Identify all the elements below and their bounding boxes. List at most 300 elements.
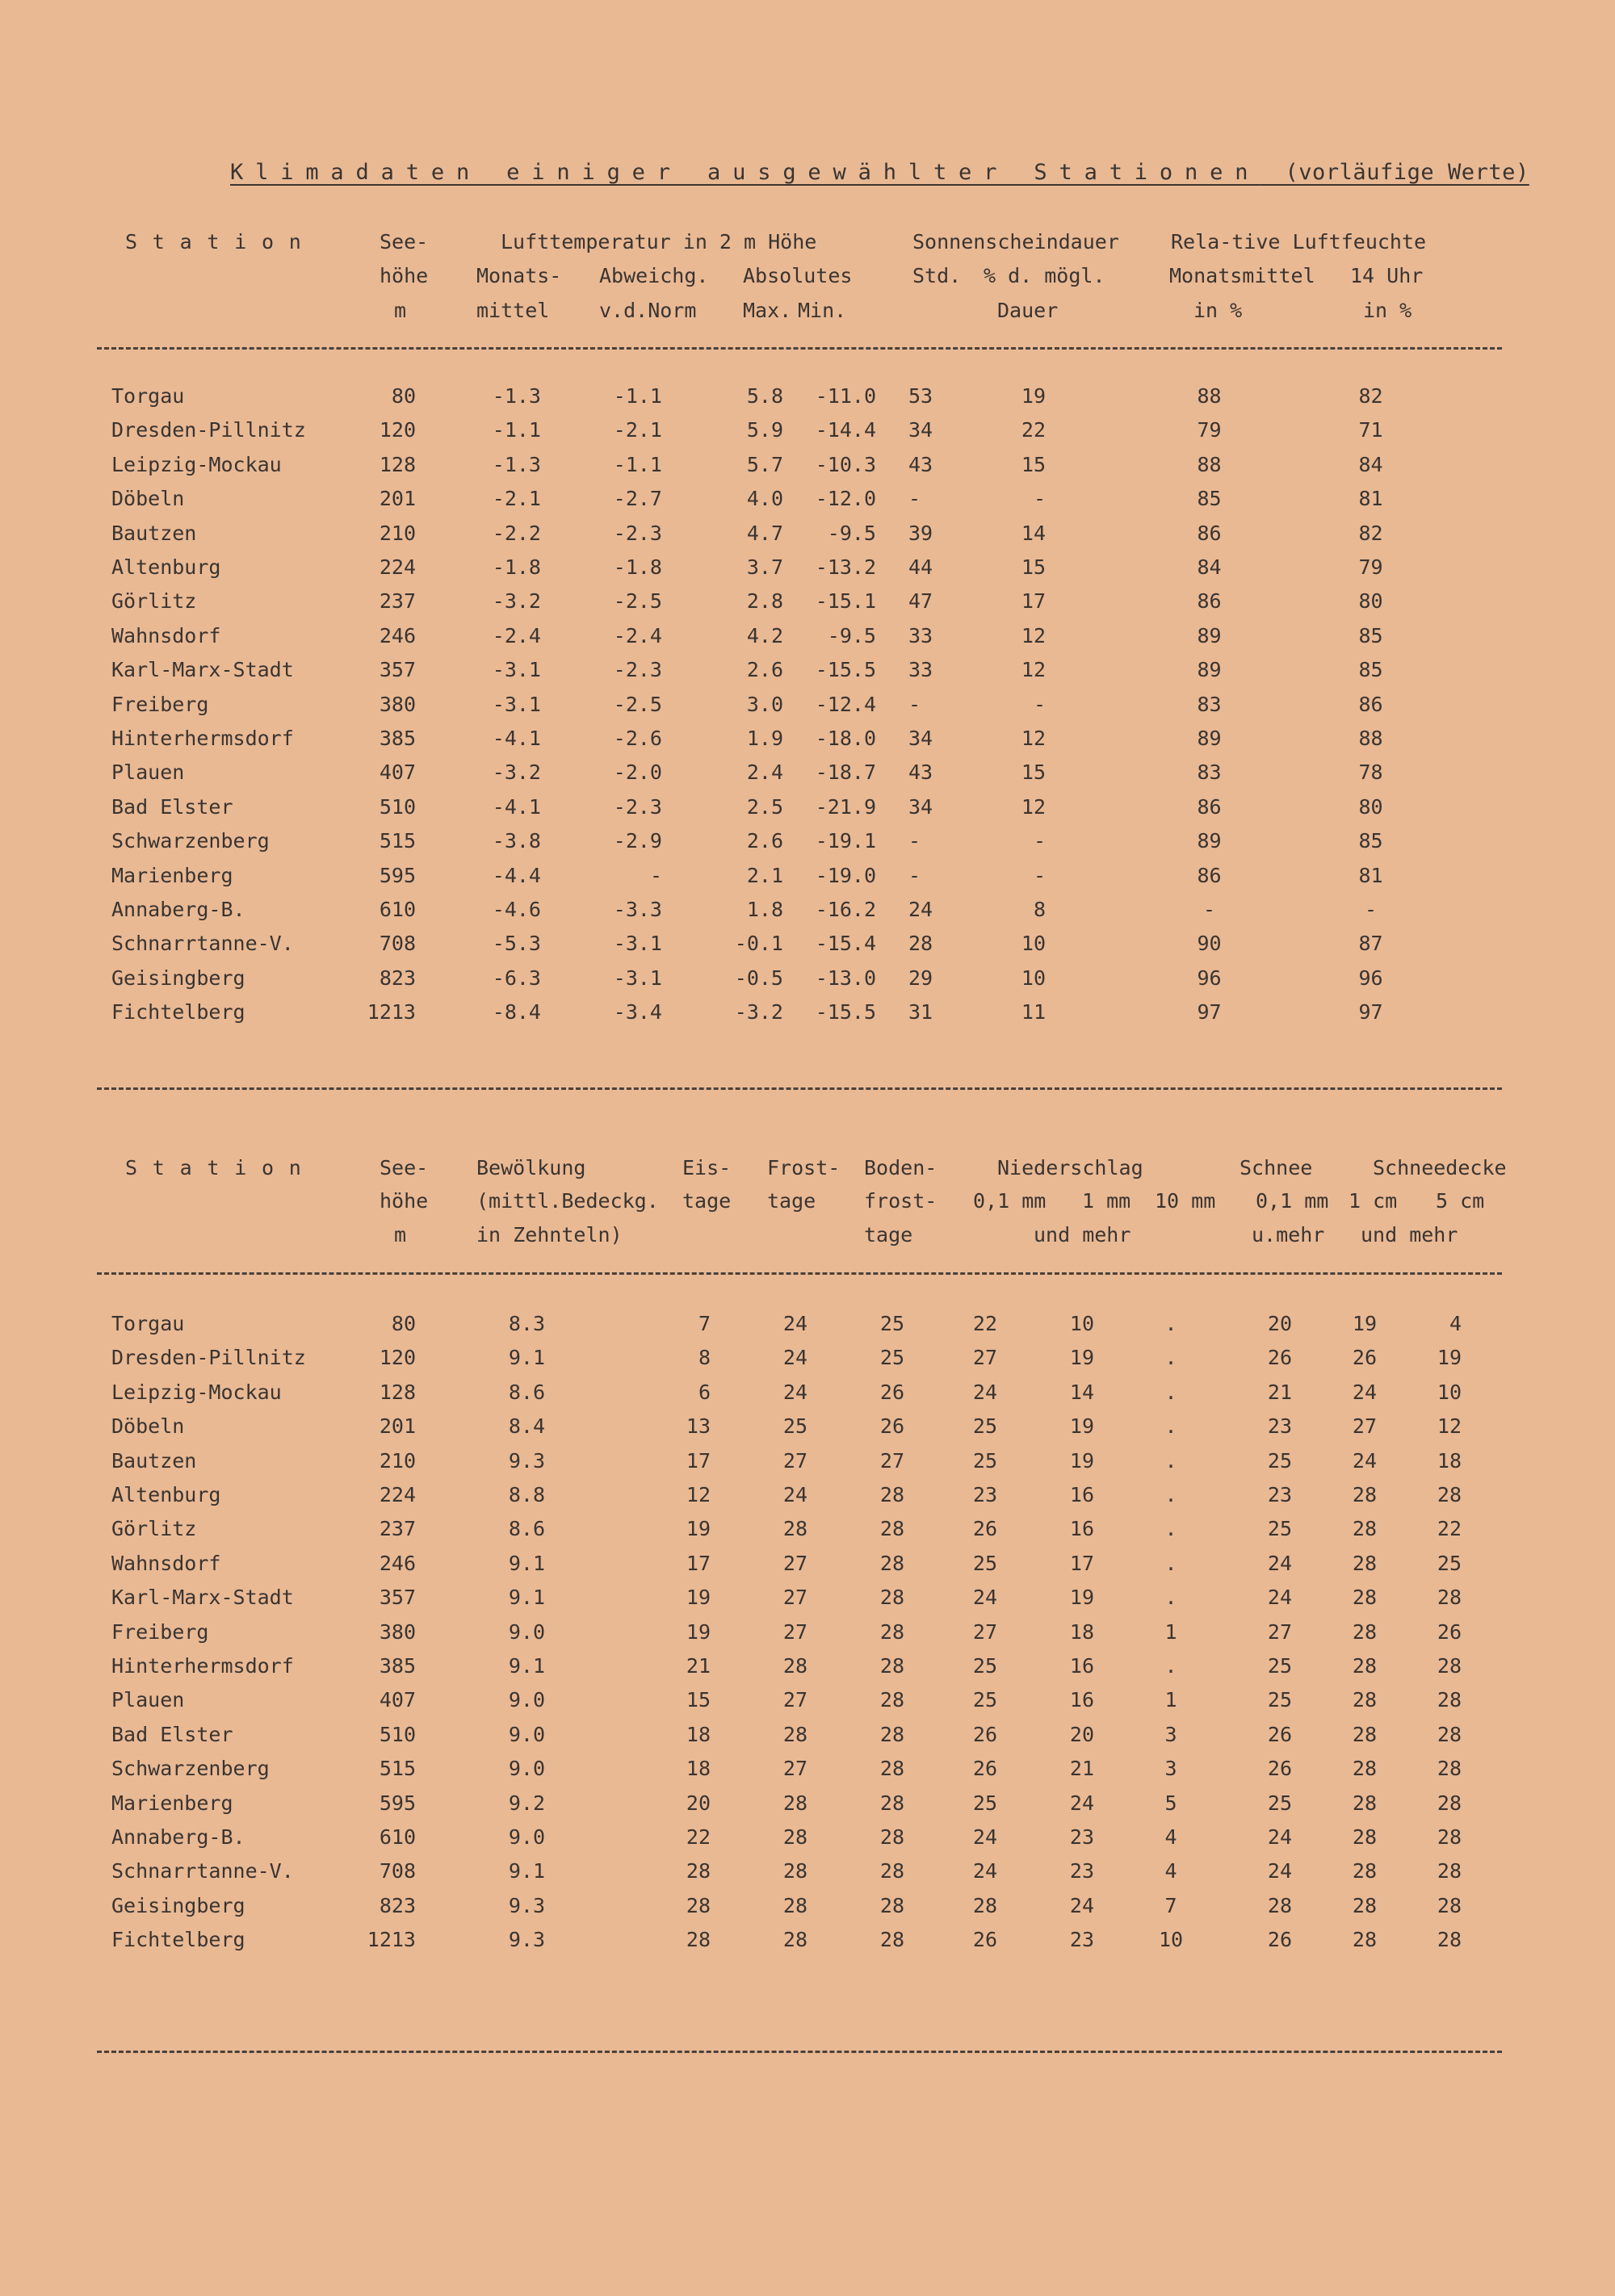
t2-cell-bodenfrost: 27 — [879, 1448, 904, 1473]
t2-cell-schneedecke-1cm: 28 — [1352, 1722, 1377, 1746]
t1-cell-abs-max: 1.9 — [746, 727, 783, 750]
t2-cell-seehoehe: 80 — [391, 1312, 416, 1335]
t2-cell-seehoehe: 357 — [379, 1586, 416, 1610]
t1-cell-sonne-std: 43 — [908, 452, 933, 476]
t1-cell-station-name: Dresden-Pillnitz — [111, 418, 306, 442]
t1-cell-seehoehe: 1213 — [367, 1000, 416, 1024]
t1-cell-abs-min: -15.5 — [815, 658, 876, 682]
t1-cell-monatsmittel: -4.6 — [492, 898, 541, 921]
t2-row — [0, 1753, 1615, 1785]
t2-cell-bewoelkung: 9.1 — [508, 1586, 545, 1610]
t2-cell-station-name: Freiberg — [111, 1619, 209, 1644]
t1-row — [0, 791, 1615, 823]
t2-cell-nied-1mm: 23 — [1069, 1928, 1094, 1952]
t1-cell-abweichung: - — [649, 863, 662, 887]
t2-cell-bodenfrost: 28 — [879, 1928, 904, 1952]
t1-cell-abs-min: -12.0 — [815, 487, 876, 511]
t1-row — [0, 928, 1615, 960]
t2-cell-nied-10mm: . — [1164, 1551, 1177, 1575]
t2-cell-nied-01mm: 27 — [972, 1619, 997, 1644]
t2-cell-nied-1mm: 21 — [1069, 1757, 1094, 1781]
t1-cell-abweichung: -1.1 — [613, 384, 662, 408]
t2-header-mm01: 0,1 mm — [973, 1189, 1047, 1213]
t2-cell-schneedecke-5cm: 25 — [1437, 1551, 1462, 1575]
t1-cell-abs-max: 5.7 — [746, 452, 783, 476]
t1-cell-feuchte-mittel: 89 — [1197, 623, 1222, 647]
t1-cell-sonne-std: 44 — [908, 555, 933, 579]
t2-row — [0, 1582, 1615, 1614]
t2-cell-schnee-01mm: 25 — [1267, 1448, 1292, 1473]
t1-cell-abs-min: -21.9 — [815, 794, 876, 819]
t2-cell-frosttage: 28 — [782, 1517, 808, 1541]
t2-cell-nied-01mm: 24 — [972, 1380, 997, 1404]
t2-cell-eistage: 13 — [686, 1414, 711, 1439]
t2-cell-schneedecke-5cm: 12 — [1437, 1414, 1462, 1439]
t1-cell-feuchte-mittel: 89 — [1197, 727, 1222, 750]
t1-cell-abs-min: -15.4 — [815, 932, 876, 956]
t2-cell-frosttage: 24 — [782, 1312, 808, 1335]
t1-cell-abweichung: -2.3 — [613, 658, 662, 682]
t2-cell-eistage: 18 — [686, 1757, 711, 1781]
t2-row — [0, 1376, 1615, 1409]
t2-cell-frosttage: 27 — [782, 1619, 808, 1644]
t2-cell-frosttage: 28 — [782, 1859, 808, 1883]
t2-cell-nied-10mm: . — [1164, 1346, 1177, 1370]
t1-cell-station-name: Görlitz — [111, 589, 197, 614]
t2-cell-frosttage: 27 — [782, 1586, 808, 1610]
t1-cell-sonne-std: 39 — [908, 521, 933, 545]
t2-cell-schneedecke-1cm: 28 — [1352, 1757, 1377, 1781]
t1-cell-feuchte-14uhr: 80 — [1358, 794, 1383, 819]
t1-cell-sonne-pct: 15 — [1021, 452, 1046, 476]
t1-cell-feuchte-14uhr: 85 — [1358, 658, 1383, 682]
t2-row — [0, 1410, 1615, 1443]
t2-cell-bewoelkung: 9.0 — [508, 1757, 545, 1781]
t1-cell-sonne-std: 34 — [908, 794, 933, 819]
t1-cell-abs-min: -15.5 — [815, 1000, 876, 1024]
t1-row — [0, 689, 1615, 721]
t2-cell-eistage: 8 — [698, 1346, 711, 1370]
t2-cell-frosttage: 27 — [782, 1551, 808, 1575]
t2-row — [0, 1479, 1615, 1511]
t2-header-eistage-2: tage — [682, 1189, 732, 1213]
t1-cell-monatsmittel: -1.1 — [492, 418, 541, 442]
t2-cell-schneedecke-1cm: 28 — [1352, 1517, 1377, 1541]
t2-cell-schnee-01mm: 28 — [1267, 1893, 1292, 1917]
t2-header-und-mehr-n: und mehr — [1034, 1223, 1131, 1246]
t1-cell-feuchte-14uhr: 87 — [1358, 932, 1383, 956]
t1-cell-abs-max: 5.9 — [746, 418, 783, 442]
t1-row — [0, 585, 1615, 618]
t2-cell-station-name: Karl-Marx-Stadt — [111, 1586, 294, 1610]
t2-cell-nied-10mm: 4 — [1164, 1859, 1177, 1883]
divider-line — [97, 1272, 1502, 1275]
t2-header-station: Station — [125, 1156, 317, 1179]
t2-cell-schneedecke-5cm: 18 — [1437, 1448, 1462, 1473]
t2-cell-station-name: Hinterhermsdorf — [111, 1654, 294, 1678]
t1-row — [0, 483, 1615, 515]
t2-header-bewoelkung-3: in Zehnteln) — [476, 1223, 623, 1246]
t2-cell-schneedecke-5cm: 28 — [1437, 1791, 1462, 1815]
t1-cell-sonne-pct: 10 — [1021, 966, 1046, 990]
t1-row — [0, 620, 1615, 652]
t2-row — [0, 1719, 1615, 1751]
t1-cell-feuchte-mittel: 96 — [1197, 966, 1222, 990]
t1-cell-abweichung: -2.5 — [613, 589, 662, 614]
t2-cell-station-name: Dresden-Pillnitz — [111, 1346, 306, 1370]
t2-row — [0, 1650, 1615, 1682]
t2-header-und-mehr-s: und mehr — [1361, 1223, 1458, 1246]
t2-cell-station-name: Altenburg — [111, 1483, 221, 1506]
t1-cell-abs-max: 2.4 — [746, 760, 783, 785]
t2-header-frosttage-2: tage — [767, 1189, 816, 1213]
t1-header-sonnenschein: Sonnenscheindauer — [912, 230, 1119, 253]
t2-header-seehoehe-3: m — [394, 1223, 407, 1246]
t2-cell-schneedecke-5cm: 26 — [1437, 1619, 1462, 1644]
t1-cell-abs-max: 3.0 — [746, 692, 783, 716]
t2-cell-nied-01mm: 25 — [972, 1791, 997, 1815]
t2-cell-schnee-01mm: 24 — [1267, 1825, 1292, 1849]
t2-row — [0, 1924, 1615, 1956]
t2-cell-bodenfrost: 28 — [879, 1722, 904, 1746]
t2-cell-bewoelkung: 8.3 — [508, 1312, 545, 1335]
t1-cell-seehoehe: 515 — [379, 829, 416, 853]
t2-cell-bewoelkung: 8.4 — [508, 1414, 545, 1439]
t1-row — [0, 756, 1615, 789]
t2-cell-bewoelkung: 8.6 — [508, 1517, 545, 1541]
t2-cell-nied-1mm: 16 — [1069, 1483, 1094, 1506]
t2-cell-eistage: 17 — [686, 1448, 711, 1473]
t2-cell-seehoehe: 201 — [379, 1414, 416, 1439]
t1-row — [0, 860, 1615, 892]
t1-cell-monatsmittel: -3.1 — [492, 692, 541, 716]
t2-header-seehoehe-1: See- — [380, 1156, 429, 1179]
t2-cell-bewoelkung: 9.1 — [508, 1654, 545, 1678]
t1-cell-abs-max: -0.1 — [734, 932, 783, 956]
t1-cell-sonne-std: - — [908, 829, 921, 853]
t1-cell-sonne-std: 24 — [908, 898, 933, 921]
t2-cell-bewoelkung: 9.0 — [508, 1619, 545, 1644]
t2-row — [0, 1548, 1615, 1580]
t1-cell-station-name: Annaberg-B. — [111, 898, 245, 921]
t1-cell-feuchte-14uhr: 82 — [1358, 384, 1383, 408]
t1-row — [0, 825, 1615, 857]
t2-cell-eistage: 15 — [686, 1688, 711, 1712]
t2-cell-eistage: 17 — [686, 1551, 711, 1575]
t2-cell-nied-10mm: 3 — [1164, 1757, 1177, 1781]
document-title — [230, 160, 1529, 185]
t1-header-std: Std. — [912, 264, 962, 287]
t2-cell-schneedecke-1cm: 27 — [1352, 1414, 1377, 1439]
t2-cell-schneedecke-5cm: 28 — [1437, 1928, 1462, 1952]
t1-cell-feuchte-mittel: 83 — [1197, 760, 1222, 785]
t2-cell-bewoelkung: 9.3 — [508, 1928, 545, 1952]
t1-cell-abweichung: -2.1 — [613, 418, 662, 442]
t1-cell-monatsmittel: -3.1 — [492, 658, 541, 682]
t2-cell-nied-10mm: . — [1164, 1517, 1177, 1541]
t1-header-station: Station — [125, 230, 317, 253]
t2-cell-frosttage: 28 — [782, 1791, 808, 1815]
t2-header-mm10: 10 mm — [1155, 1189, 1216, 1213]
t2-cell-bodenfrost: 28 — [879, 1586, 904, 1610]
t2-cell-schneedecke-5cm: 22 — [1437, 1517, 1462, 1541]
t1-cell-sonne-pct: 11 — [1021, 1000, 1046, 1024]
t1-cell-feuchte-14uhr: 71 — [1358, 418, 1383, 442]
t1-cell-station-name: Bad Elster — [111, 794, 233, 819]
t2-cell-bodenfrost: 28 — [879, 1859, 904, 1883]
t2-header-cm1: 1 cm — [1349, 1189, 1398, 1213]
t2-cell-bodenfrost: 28 — [879, 1791, 904, 1815]
t2-cell-schnee-01mm: 26 — [1267, 1928, 1292, 1952]
t2-cell-station-name: Wahnsdorf — [111, 1551, 221, 1575]
t2-cell-nied-10mm: . — [1164, 1380, 1177, 1404]
t1-cell-monatsmittel: -4.1 — [492, 794, 541, 819]
t1-cell-abweichung: -2.5 — [613, 692, 662, 716]
t1-cell-seehoehe: 380 — [379, 692, 416, 716]
t1-cell-station-name: Leipzig-Mockau — [111, 452, 282, 476]
t2-cell-eistage: 18 — [686, 1722, 711, 1746]
t2-cell-bewoelkung: 9.0 — [508, 1825, 545, 1849]
t2-cell-bodenfrost: 28 — [879, 1688, 904, 1712]
t2-row — [0, 1890, 1615, 1922]
t2-cell-nied-1mm: 14 — [1069, 1380, 1094, 1404]
t2-header-schneedecke: Schneedecke — [1373, 1156, 1507, 1179]
t2-cell-nied-01mm: 25 — [972, 1551, 997, 1575]
t1-cell-monatsmittel: -1.3 — [492, 452, 541, 476]
t1-cell-feuchte-14uhr: 85 — [1358, 829, 1383, 853]
t2-header-bewoelkung-2: (mittl.Bedeckg. — [476, 1189, 659, 1213]
t2-cell-nied-1mm: 17 — [1069, 1551, 1094, 1575]
t1-cell-abs-min: -14.4 — [815, 418, 876, 442]
t2-cell-frosttage: 28 — [782, 1928, 808, 1952]
t2-cell-schneedecke-5cm: 4 — [1449, 1312, 1462, 1335]
t2-cell-nied-01mm: 23 — [972, 1483, 997, 1506]
t2-cell-station-name: Torgau — [111, 1312, 185, 1335]
t2-row — [0, 1684, 1615, 1716]
t2-cell-bewoelkung: 8.8 — [508, 1483, 545, 1506]
t1-cell-feuchte-mittel: - — [1202, 898, 1216, 921]
t2-cell-bodenfrost: 28 — [879, 1551, 904, 1575]
t2-cell-nied-01mm: 25 — [972, 1654, 997, 1678]
t1-header-monatsmittel-pct-2: in % — [1193, 299, 1243, 322]
t2-cell-nied-1mm: 16 — [1069, 1517, 1094, 1541]
t1-cell-feuchte-mittel: 90 — [1197, 932, 1222, 956]
t2-cell-schneedecke-1cm: 24 — [1352, 1380, 1377, 1404]
t1-cell-sonne-std: 53 — [908, 384, 933, 408]
t2-cell-schneedecke-1cm: 28 — [1352, 1893, 1377, 1917]
t1-cell-station-name: Plauen — [111, 760, 185, 785]
t2-cell-eistage: 6 — [698, 1380, 711, 1404]
t1-cell-sonne-pct: 15 — [1021, 760, 1046, 785]
t2-cell-bodenfrost: 28 — [879, 1654, 904, 1678]
t2-cell-schnee-01mm: 23 — [1267, 1414, 1292, 1439]
t1-cell-sonne-pct: - — [1033, 487, 1046, 511]
t1-cell-feuchte-mittel: 88 — [1197, 384, 1222, 408]
t2-cell-schnee-01mm: 25 — [1267, 1791, 1292, 1815]
t2-cell-nied-10mm: 1 — [1164, 1619, 1177, 1644]
t1-cell-sonne-pct: 10 — [1021, 932, 1046, 956]
t2-cell-bodenfrost: 28 — [879, 1893, 904, 1917]
t1-cell-station-name: Geisingberg — [111, 966, 245, 990]
t2-cell-bewoelkung: 9.3 — [508, 1448, 545, 1473]
t2-cell-schnee-01mm: 26 — [1267, 1757, 1292, 1781]
t2-cell-nied-1mm: 18 — [1069, 1619, 1094, 1644]
t1-cell-seehoehe: 385 — [379, 727, 416, 750]
t2-cell-station-name: Leipzig-Mockau — [111, 1380, 282, 1404]
t1-cell-feuchte-mittel: 83 — [1197, 692, 1222, 716]
t1-row — [0, 517, 1615, 550]
t2-row — [0, 1308, 1615, 1340]
t2-cell-nied-1mm: 19 — [1069, 1346, 1094, 1370]
t1-cell-seehoehe: 708 — [379, 932, 416, 956]
t1-cell-sonne-std: - — [908, 487, 921, 511]
t1-cell-station-name: Döbeln — [111, 487, 185, 511]
t1-cell-seehoehe: 357 — [379, 658, 416, 682]
t1-cell-abs-max: 2.6 — [746, 829, 783, 853]
t2-cell-eistage: 22 — [686, 1825, 711, 1849]
t1-cell-monatsmittel: -1.8 — [492, 555, 541, 579]
t1-cell-monatsmittel: -6.3 — [492, 966, 541, 990]
t1-row — [0, 996, 1615, 1029]
t1-cell-abs-max: -3.2 — [734, 1000, 783, 1024]
t1-header-luftfeuchte: Rela-tive Luftfeuchte — [1171, 230, 1427, 253]
t1-cell-station-name: Bautzen — [111, 521, 197, 545]
t2-header-eistage-1: Eis- — [682, 1156, 732, 1179]
t2-cell-eistage: 19 — [686, 1586, 711, 1610]
t1-cell-abs-max: 1.8 — [746, 898, 783, 921]
t1-cell-abs-max: 4.7 — [746, 521, 783, 545]
t2-cell-schnee-01mm: 25 — [1267, 1688, 1292, 1712]
t2-cell-nied-01mm: 25 — [972, 1448, 997, 1473]
t2-cell-bewoelkung: 9.1 — [508, 1551, 545, 1575]
t2-cell-schneedecke-1cm: 28 — [1352, 1928, 1377, 1952]
t1-cell-feuchte-14uhr: 82 — [1358, 521, 1383, 545]
t2-cell-station-name: Marienberg — [111, 1791, 233, 1815]
t1-cell-feuchte-14uhr: 81 — [1358, 863, 1383, 887]
t2-cell-frosttage: 27 — [782, 1448, 808, 1473]
t2-cell-nied-1mm: 24 — [1069, 1893, 1094, 1917]
t1-cell-feuchte-14uhr: 96 — [1358, 966, 1383, 990]
t2-cell-bodenfrost: 26 — [879, 1414, 904, 1439]
t2-cell-nied-10mm: . — [1164, 1448, 1177, 1473]
t2-cell-nied-10mm: 10 — [1158, 1928, 1184, 1952]
t1-cell-feuchte-mittel: 84 — [1197, 555, 1222, 579]
t1-header-14uhr-2: in % — [1363, 299, 1412, 322]
t2-cell-nied-1mm: 19 — [1069, 1586, 1094, 1610]
t2-cell-nied-01mm: 26 — [972, 1517, 997, 1541]
t2-cell-station-name: Schnarrtanne-V. — [111, 1859, 294, 1883]
t1-header-max: Max. — [743, 299, 792, 322]
t2-cell-eistage: 12 — [686, 1483, 711, 1506]
t2-cell-frosttage: 25 — [782, 1414, 808, 1439]
t2-cell-schnee-01mm: 25 — [1267, 1654, 1292, 1678]
t2-cell-eistage: 19 — [686, 1619, 711, 1644]
t2-row — [0, 1787, 1615, 1820]
t2-cell-schneedecke-5cm: 28 — [1437, 1859, 1462, 1883]
t2-cell-seehoehe: 380 — [379, 1619, 416, 1644]
t1-cell-monatsmittel: -2.2 — [492, 521, 541, 545]
t1-cell-sonne-pct: 12 — [1021, 727, 1046, 750]
t2-cell-seehoehe: 510 — [379, 1722, 416, 1746]
t2-cell-nied-10mm: 3 — [1164, 1722, 1177, 1746]
title-main: Klimadaten einiger ausgewählter Stationen — [230, 160, 1261, 185]
t1-cell-sonne-pct: - — [1033, 863, 1046, 887]
t1-header-min: Min. — [798, 299, 847, 322]
t1-cell-monatsmittel: -2.4 — [492, 623, 541, 647]
t1-header-seehoehe-2: höhe — [380, 264, 429, 287]
t1-cell-sonne-pct: - — [1033, 692, 1046, 716]
t2-cell-eistage: 28 — [686, 1893, 711, 1917]
t2-cell-schneedecke-1cm: 28 — [1352, 1483, 1377, 1506]
t1-cell-abweichung: -1.1 — [613, 452, 662, 476]
t1-cell-abs-min: -12.4 — [815, 692, 876, 716]
t2-cell-schneedecke-5cm: 28 — [1437, 1586, 1462, 1610]
t2-cell-schneedecke-5cm: 28 — [1437, 1483, 1462, 1506]
t2-cell-eistage: 19 — [686, 1517, 711, 1541]
t2-row — [0, 1513, 1615, 1545]
t1-cell-sonne-pct: 12 — [1021, 623, 1046, 647]
t1-header-monatsmittel-pct-1: Monatsmittel — [1169, 264, 1315, 287]
t2-header-bewoelkung-1: Bewölkung — [476, 1156, 586, 1179]
t1-cell-station-name: Karl-Marx-Stadt — [111, 658, 294, 682]
t1-header-monatsmittel-1: Monats- — [476, 264, 562, 287]
t1-cell-feuchte-mittel: 89 — [1197, 829, 1222, 853]
t1-header-abweichung-2: v.d.Norm — [599, 299, 697, 322]
t1-cell-sonne-pct: 14 — [1021, 521, 1046, 545]
t1-row — [0, 654, 1615, 686]
t2-row — [0, 1616, 1615, 1649]
t1-cell-sonne-std: 43 — [908, 760, 933, 785]
t1-cell-sonne-pct: - — [1033, 829, 1046, 853]
t2-cell-schneedecke-1cm: 19 — [1352, 1312, 1377, 1335]
t2-cell-nied-1mm: 24 — [1069, 1791, 1094, 1815]
t1-cell-feuchte-mittel: 89 — [1197, 658, 1222, 682]
t1-cell-abs-min: -18.7 — [815, 760, 876, 785]
t1-cell-sonne-std: 29 — [908, 966, 933, 990]
t2-cell-station-name: Geisingberg — [111, 1893, 245, 1917]
t1-cell-abweichung: -2.6 — [613, 727, 662, 750]
t1-cell-abweichung: -2.7 — [613, 487, 662, 511]
t1-header-absolutes: Absolutes — [743, 264, 853, 287]
t2-cell-seehoehe: 1213 — [367, 1928, 416, 1952]
t2-cell-seehoehe: 595 — [379, 1791, 416, 1815]
t1-cell-seehoehe: 407 — [379, 760, 416, 785]
t1-cell-abs-min: -11.0 — [815, 384, 876, 408]
t2-cell-schneedecke-1cm: 28 — [1352, 1859, 1377, 1883]
t1-cell-abs-max: 3.7 — [746, 555, 783, 579]
t2-cell-seehoehe: 246 — [379, 1551, 416, 1575]
t2-cell-frosttage: 28 — [782, 1722, 808, 1746]
t1-cell-sonne-pct: 19 — [1021, 384, 1046, 408]
t2-cell-schnee-01mm: 26 — [1267, 1346, 1292, 1370]
t1-cell-monatsmittel: -3.2 — [492, 589, 541, 614]
t2-cell-nied-10mm: . — [1164, 1312, 1177, 1335]
t1-row — [0, 723, 1615, 755]
t2-cell-schnee-01mm: 26 — [1267, 1722, 1292, 1746]
t2-cell-schnee-01mm: 27 — [1267, 1619, 1292, 1644]
t2-cell-nied-01mm: 24 — [972, 1586, 997, 1610]
t2-cell-seehoehe: 385 — [379, 1654, 416, 1678]
t1-cell-feuchte-14uhr: 81 — [1358, 487, 1383, 511]
t2-cell-schneedecke-1cm: 28 — [1352, 1619, 1377, 1644]
t2-cell-schnee-01mm: 25 — [1267, 1517, 1292, 1541]
t1-cell-abweichung: -3.3 — [613, 898, 662, 921]
t2-row — [0, 1445, 1615, 1477]
t1-cell-sonne-pct: 12 — [1021, 794, 1046, 819]
t1-cell-monatsmittel: -2.1 — [492, 487, 541, 511]
t2-cell-nied-1mm: 16 — [1069, 1654, 1094, 1678]
t1-cell-feuchte-14uhr: - — [1364, 898, 1378, 921]
